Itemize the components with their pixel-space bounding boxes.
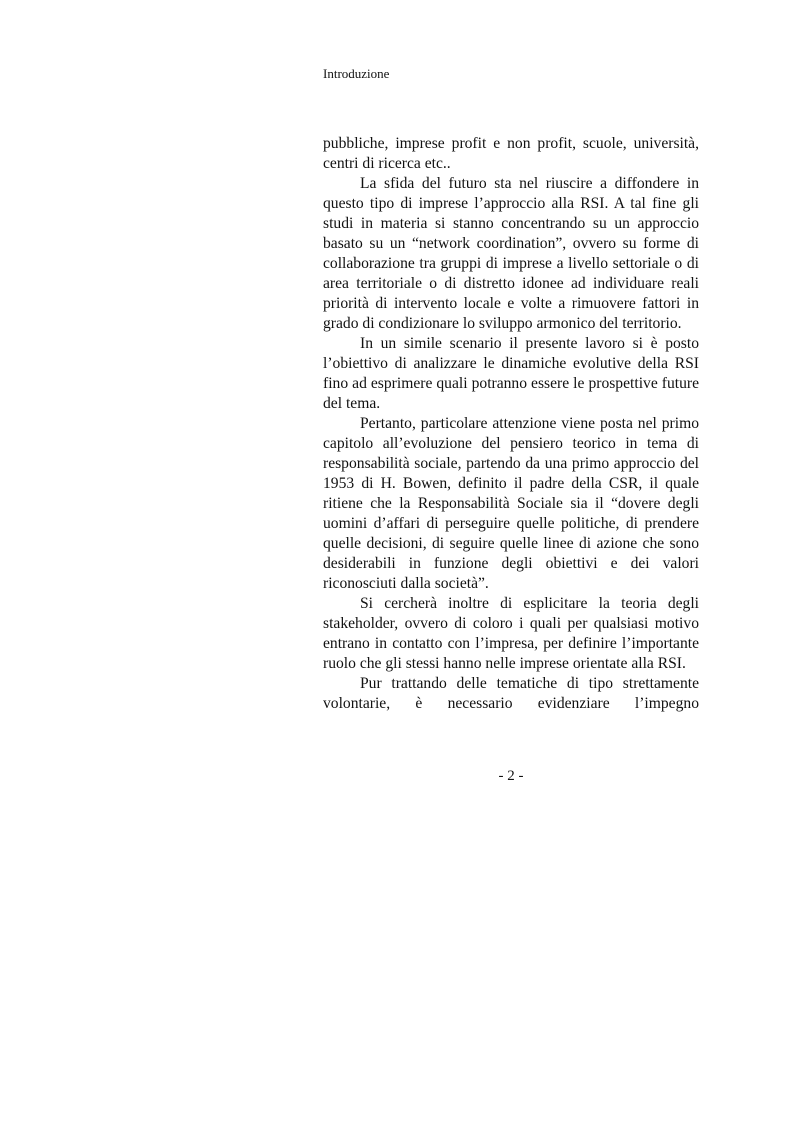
paragraph: Si cercherà inoltre di esplicitare la teoria degli stakeholder, ovvero di coloro i quali per qualsiasi motivo entrano in contatto con l’impresa, per definire l’importante ruolo che gli stessi hanno nelle imprese orientate alla RSI.	[323, 595, 699, 672]
paragraph: Pertanto, particolare attenzione viene posta nel primo capitolo all’evoluzione del pensiero teorico in tema di responsabilità sociale, partendo da una primo approccio del 1953 di H. Bowen, definito il padre della CSR, il quale ritiene che la Responsabilità Sociale sia il “dovere degli uomini d’affari di perseguire quelle politiche, di prendere quelle decisioni, di seguire quelle linee di azione che sono desiderabili in funzione degli obiettivi e dei valori riconosciuti dalla società”.	[323, 415, 699, 592]
paragraph-continuation: pubbliche, imprese profit e non profit, scuole, università, centri di ricerca etc..	[323, 135, 699, 172]
paragraph: In un simile scenario il presente lavoro si è posto l’obiettivo di analizzare le dinamiche evolutive della RSI fino ad esprimere quali potranno essere le prospettive future del tema.	[323, 335, 699, 412]
paragraph: La sfida del futuro sta nel riuscire a diffondere in questo tipo di imprese l’approccio alla RSI. A tal fine gli studi in materia si stanno concentrando su un approccio basato su un “network coordination”, ovvero su forme di collaborazione tra gruppi di imprese a livello settoriale o di area territoriale o di distretto idonee ad individuare reali priorità di intervento locale e volte a rimuovere fattori in grado di condizionare lo sviluppo armonico del territorio.	[323, 175, 699, 332]
paragraph-continued: Pur trattando delle tematiche di tipo strettamente volontarie, è necessario evidenziare l’impegno	[323, 675, 699, 712]
running-header: Introduzione	[323, 66, 390, 81]
body-text	[323, 134, 699, 714]
page-number: - 2 -	[498, 768, 524, 784]
